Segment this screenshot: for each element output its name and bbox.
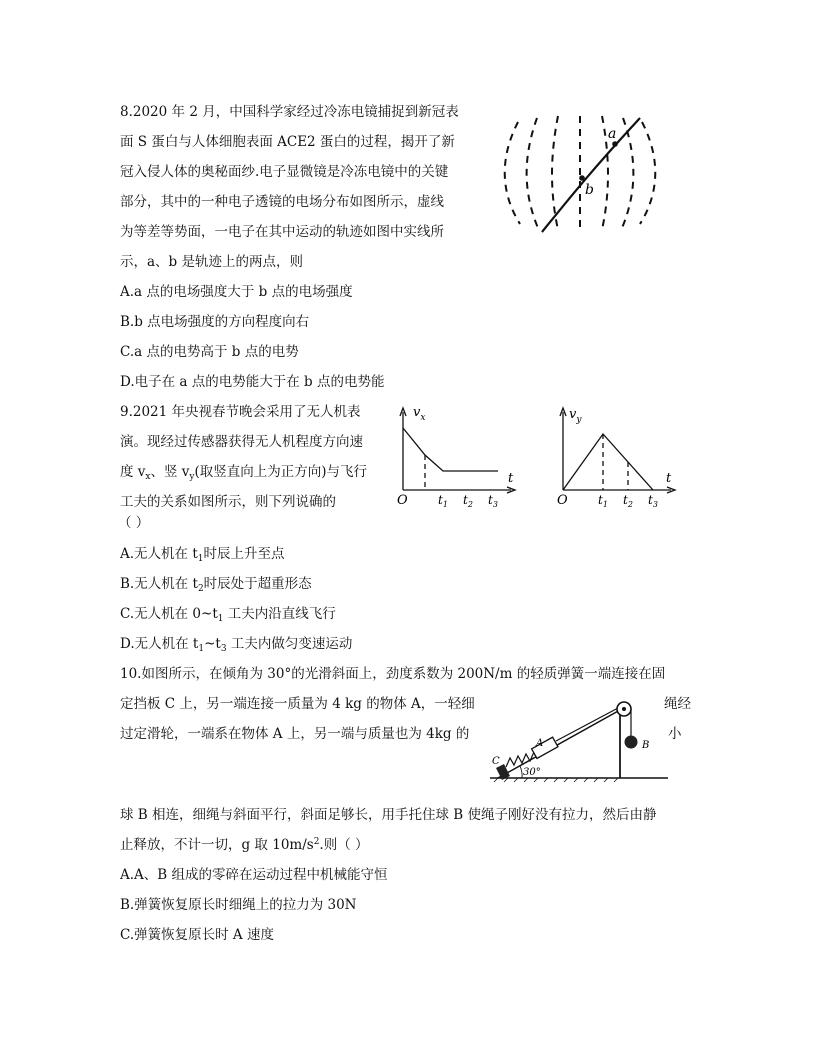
q9-vy-origin: O [557, 493, 568, 508]
q10-label-c: C [492, 756, 500, 767]
q8-line-4: 部分，其中的一种电子透镜的电场分布如图所示，虚线 [120, 194, 444, 210]
q9-line-3: 度 $v_x$、竖 $v_y$(取竖直向上为正方向)与飞行 [120, 464, 368, 482]
q8-trajectory [542, 118, 640, 232]
q9-vy-tick-t2: $t_2$ [623, 493, 633, 509]
q10-angle-label: 30° [523, 767, 541, 778]
q8-point-a-label: a [608, 126, 617, 142]
q9-vx-origin: O [397, 493, 408, 508]
q8-line-5: 为等差等势面，一电子在其中运动的轨迹如图中实线所 [120, 224, 444, 240]
q8-field-figure [490, 112, 680, 234]
q10-option-c: C.弹簧恢复原长时 A 速度 [120, 927, 274, 943]
q9-line-5: （ ） [118, 515, 150, 531]
q10-incline-figure [490, 698, 670, 784]
q9-option-a: A.无人机在 $t_1$时辰上升至点 [120, 546, 285, 564]
q10-line-3a: 过定滑轮，一端系在物体 A 上，另一端与质量也为 4kg 的 [120, 726, 470, 742]
q9-vy-graph [553, 398, 688, 510]
q10-line-1: 10.如图所示，在倾角为 30°的光滑斜面上，劲度系数为 200N/m 的轻质弹簧一端连接在固 [120, 666, 666, 682]
q10-line-5: 止释放，不计一切，g 取 $10m/s^2$.则（ ） [120, 837, 369, 853]
q9-vx-t-label: t [508, 471, 514, 486]
q8-line-2: 面 S 蛋白与人体细胞表面 ACE2 蛋白的过程，揭开了新 [120, 134, 455, 150]
q8-line-3: 冠入侵人体的奥秘面纱.电子显微镜是冷冻电镜中的关键 [120, 164, 449, 180]
q9-vx-tick-t3: $t_3$ [488, 493, 498, 509]
q10-label-b: B [642, 740, 650, 751]
q9-option-d: D.无人机在 $t_1\sim t_3$ 工夫内做匀变速运动 [120, 636, 353, 654]
q10-line-3b: 小 [668, 726, 682, 742]
q10-line-2b: 绳经 [664, 696, 691, 712]
q9-option-b: B.无人机在 $t_2$时辰处于超重形态 [120, 576, 312, 594]
q9-vy-tick-t3: $t_3$ [648, 493, 658, 509]
q8-line-6: 示，a、b 是轨迹上的两点，则 [120, 254, 303, 270]
q8-point-b-label: b [585, 182, 594, 198]
q9-vx-tick-t1: $t_1$ [438, 493, 448, 509]
q9-vy-t-label: t [666, 471, 672, 486]
q9-line-1: 9.2021 年央视春节晚会采用了无人机表 [120, 404, 361, 420]
q9-vx-tick-t2: $t_2$ [463, 493, 473, 509]
q8-option-b: B.b 点电场强度的方向程度向右 [120, 314, 310, 330]
q8-option-a: A.a 点的电场强度大于 b 点的电场强度 [120, 284, 353, 300]
q10-line-4: 球 B 相连，细绳与斜面平行，斜面足够长，用手托住球 B 使绳子刚好没有拉力，然后由静 [120, 807, 657, 823]
q8-option-c: C.a 点的电势高于 b 点的电势 [120, 344, 299, 360]
q9-vx-axis-label: $v_x$ [413, 405, 426, 423]
q10-option-a: A.A、B 组成的零碎在运动过程中机械能守恒 [120, 867, 388, 883]
q8-option-d: D.电子在 a 点的电势能大于在 b 点的电势能 [120, 374, 385, 390]
q9-vx-graph [393, 398, 528, 510]
q9-vy-axis-label: $v_y$ [569, 407, 582, 425]
q10-label-a: A [536, 738, 544, 749]
q9-option-c: C.无人机在 $0\sim t_1$ 工夫内沿直线飞行 [120, 606, 336, 624]
q9-line-4: 工夫的关系如图所示，则下列说确的 [120, 494, 336, 510]
q10-option-b: B.弹簧恢复原长时细绳上的拉力为 30N [120, 897, 357, 913]
q9-vy-tick-t1: $t_1$ [598, 493, 608, 509]
q8-line-1: 8.2020 年 2 月，中国科学家经过冷冻电镜捕捉到新冠表 [120, 104, 459, 120]
q10-line-2a: 定挡板 C 上，另一端连接一质量为 4 kg 的物体 A，一轻细 [120, 696, 475, 712]
q9-line-2: 演。现经过传感器获得无人机程度方向速 [120, 434, 363, 450]
